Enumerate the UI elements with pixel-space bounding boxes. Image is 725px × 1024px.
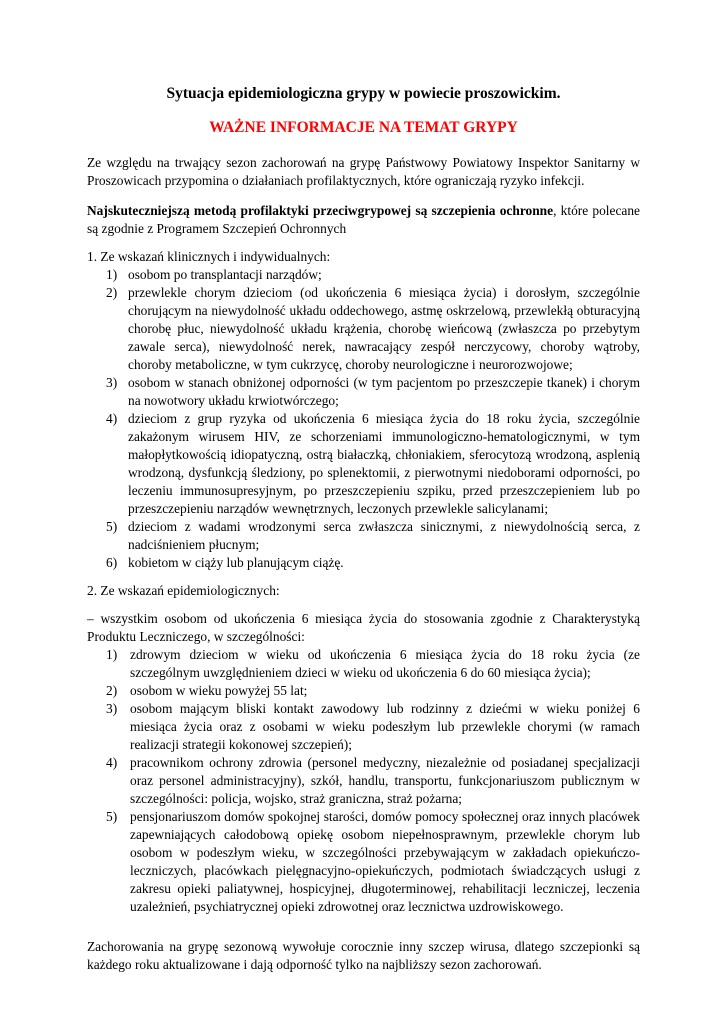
clinical-heading: 1. Ze wskazań klinicznych i indywidualnych: bbox=[87, 249, 331, 264]
vaccination-bold-text: Najskuteczniejszą metodą profilaktyki przeciwgrypowej są szczepienia ochronne bbox=[87, 203, 554, 218]
list-item bbox=[87, 700, 640, 754]
list-text: pensjonariuszom domów spokojnej starości, domów pomocy społecznej oraz innych placówek zapewniających całodobową opiekę osobom niepełnosprawnym, przewlekle chorym lub osobom w podeszłym wieku, w szczególności przebywającym w zakładach opiekuńczo-leczniczych, placówkach pielęgnacyjno-opiekuńczych, podmiotach świadczących usługi z zakresu opieki paliatywnej, hospicyjnej, długoterminowej, rehabilitacji leczniczej, leczenia uzależnień, psychiatrycznej opieki zdrowotnej oraz lecznictwa uzdrowiskowego. bbox=[130, 809, 640, 914]
list-number: 3) bbox=[106, 701, 118, 716]
vaccination-rest-text: , które polecane są zgodnie z Programem Szczepień Ochronnych bbox=[87, 203, 640, 236]
list-number: 1) bbox=[106, 267, 118, 282]
document-page bbox=[87, 84, 640, 974]
list-item bbox=[87, 284, 640, 374]
list-text: zdrowym dzieciom w wieku od ukończenia 6 miesiąca życia do 18 roku życia (ze szczególnym uwzględnieniem dzieci w wieku od ukończenia 6 do 60 miesiąca życia); bbox=[130, 647, 640, 680]
list-item bbox=[87, 554, 640, 572]
document-subtitle: WAŻNE INFORMACJE NA TEMAT GRYPY bbox=[209, 119, 518, 136]
list-number: 4) bbox=[106, 755, 118, 770]
list-number: 4) bbox=[106, 411, 118, 426]
list-item bbox=[87, 266, 640, 284]
list-item bbox=[87, 374, 640, 410]
epidemiological-heading: 2. Ze wskazań epidemiologicznych: bbox=[87, 583, 280, 598]
list-text: dzieciom z wadami wrodzonymi serca zwłaszcza sinicznymi, z niewydolnością serca, z nadciśnieniem płucnym; bbox=[128, 519, 640, 552]
list-text: pracownikom ochrony zdrowia (personel medyczny, niezależnie od posiadanej specjalizacji oraz personel administracyjny), szkół, handlu, transportu, funkcjonariuszom publicznym w szczególności: policja, wojsko, straż graniczna, straż pożarna; bbox=[130, 755, 640, 806]
list-text: dzieciom z grup ryzyka od ukończenia 6 miesiąca życia do 18 roku życia, szczególnie zakażonym wirusem HIV, ze schorzeniami immunologiczno-hematologicznymi, w tym małopłytkowością idiopatyczną, ostrą białaczką, chłoniakiem, sferocytozą wrodzoną, asplenią wrodzoną, dysfunkcją śledziony, po splenektomii, z pierwotnymi niedoborami odporności, po leczeniu immunosupresyjnym, po przeszczepieniu szpiku, przed przeszczepieniem lub po przeszczepieniu narządów wewnętrznych, leczonych przewlekle salicylanami; bbox=[128, 411, 640, 516]
list-text: osobom w wieku powyżej 55 lat; bbox=[130, 683, 308, 698]
list-text: osobom w stanach obniżonej odporności (w tym pacjentom po przeszczepie tkanek) i chorym na nowotwory układu krwiotwórczego; bbox=[128, 375, 640, 408]
intro-paragraph: Ze względu na trwający sezon zachorowań na grypę Państwowy Powiatowy Inspektor Sanitarny w Proszowicach przypomina o działaniach profilaktycznych, które ograniczają ryzyko infekcji. bbox=[87, 155, 640, 188]
list-number: 5) bbox=[106, 519, 118, 534]
list-number: 2) bbox=[106, 285, 118, 300]
list-text: osobom mającym bliski kontakt zawodowy lub rodzinny z dziećmi w wieku poniżej 6 miesiąca życia oraz z osobami w wieku podeszłym lub przewlekle chorymi (w ramach realizacji strategii kokonowej szczepień); bbox=[130, 701, 640, 752]
list-item bbox=[87, 808, 640, 916]
list-item bbox=[87, 646, 640, 682]
list-item bbox=[87, 682, 640, 700]
epidemiological-list bbox=[87, 646, 640, 916]
list-item bbox=[87, 518, 640, 554]
list-number: 3) bbox=[106, 375, 118, 390]
list-text: kobietom w ciąży lub planującym ciążę. bbox=[128, 555, 344, 570]
list-item bbox=[87, 754, 640, 808]
list-text: osobom po transplantacji narządów; bbox=[128, 267, 322, 282]
epidemiological-intro: – wszystkim osobom od ukończenia 6 miesiąca życia do stosowania zgodnie z Charakterystyką Produktu Leczniczego, w szczególności: bbox=[87, 611, 640, 644]
list-text: przewlekle chorym dzieciom (od ukończenia 6 miesiąca życia) i dorosłym, szczególnie chorującym na niewydolność układu oddechowego, astmę oskrzelową, przewlekłą obturacyjną chorobę płuc, niewydolność układu krążenia, chorobę wieńcową (zwłaszcza po przebytym zawale serca), niewydolność nerek, nawracający zespół nerczycowy, choroby wątroby, choroby metaboliczne, w tym cukrzycę, choroby neurologiczne i neurorozwojowe; bbox=[128, 285, 640, 372]
vaccination-paragraph bbox=[87, 202, 640, 238]
list-number: 5) bbox=[106, 809, 118, 824]
clinical-list bbox=[87, 266, 640, 572]
document-title: Sytuacja epidemiologiczna grypy w powiecie proszowickim. bbox=[166, 85, 561, 102]
list-number: 2) bbox=[106, 683, 118, 698]
list-number: 1) bbox=[106, 647, 118, 662]
list-number: 6) bbox=[106, 555, 118, 570]
closing-paragraph: Zachorowania na grypę sezonową wywołuje corocznie inny szczep wirusa, dlatego szczepionki są każdego roku aktualizowane i dają odporność tylko na najbliższy sezon zachorowań. bbox=[87, 939, 640, 972]
list-item bbox=[87, 410, 640, 518]
